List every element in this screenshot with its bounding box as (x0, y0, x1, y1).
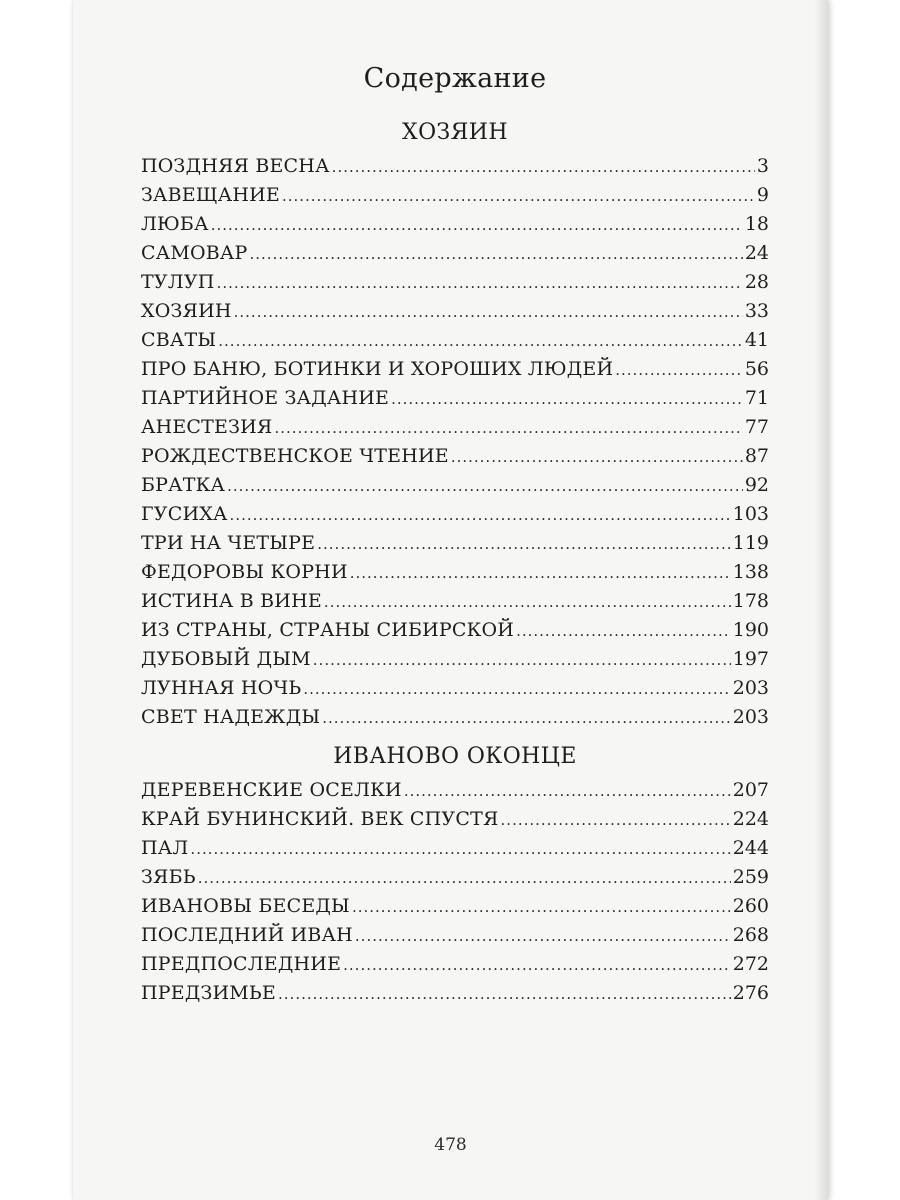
toc-entry-title: ЛУННАЯ НОЧЬ (141, 677, 302, 699)
toc-entry (141, 442, 769, 471)
toc-entry-page-number: 178 (732, 590, 769, 612)
dot-leader (250, 240, 743, 269)
toc-entry (141, 384, 769, 413)
toc-entry-title: ПАЛ (141, 837, 189, 859)
toc-entry-page-number: 260 (732, 895, 769, 917)
toc-entry-page-number: 138 (732, 561, 769, 583)
toc-entry (141, 413, 769, 442)
dot-leader (317, 530, 730, 559)
dot-leader (274, 414, 742, 443)
toc-entry-title: ПРО БАНЮ, БОТИНКИ И ХОРОШИХ ЛЮДЕЙ (141, 358, 614, 380)
toc-entry-page-number: 119 (732, 532, 769, 554)
toc-entry-page-number: 103 (732, 503, 769, 525)
toc-entry-title: ИВАНОВЫ БЕСЕДЫ (141, 895, 350, 917)
toc-entry-page-number: 24 (744, 242, 769, 264)
toc-entry-page-number: 276 (732, 982, 769, 1004)
dot-leader (211, 211, 743, 240)
toc-entry-title: ПРЕДЗИМЬЕ (141, 982, 277, 1004)
toc-entry-title: ЗАВЕЩАНИЕ (141, 184, 280, 206)
toc-entry-title: ПОСЛЕДНИЙ ИВАН (141, 924, 353, 946)
toc-entry (141, 471, 769, 500)
page-number: 478 (434, 1135, 467, 1155)
dot-leader (230, 501, 731, 530)
toc-entry (141, 645, 769, 674)
toc-entry-title: ИЗ СТРАНЫ, СТРАНЫ СИБИРСКОЙ (141, 619, 515, 641)
toc-entry-page-number: 268 (732, 924, 769, 946)
toc-entry (141, 834, 769, 863)
dot-leader (332, 153, 755, 182)
toc-title: Содержание (363, 63, 547, 94)
toc-entry-page-number: 87 (744, 445, 769, 467)
dot-leader (278, 980, 731, 1009)
toc-entry (141, 181, 769, 210)
dot-leader (343, 951, 731, 980)
toc-entry (141, 703, 769, 732)
toc-entry-title: ГУСИХА (141, 503, 228, 525)
dot-leader (451, 443, 743, 472)
toc-entry-page-number: 197 (732, 648, 769, 670)
dot-leader (198, 864, 731, 893)
section-entries-khozyain (141, 152, 769, 732)
dot-leader (350, 559, 731, 588)
section-title-ivanovo-okontse: ИВАНОВО ОКОНЦЕ (333, 744, 577, 769)
toc-entry-title: ЗЯБЬ (141, 866, 196, 888)
table-of-contents (141, 58, 769, 1008)
toc-entry (141, 587, 769, 616)
toc-entry-title: ПРЕДПОСЛЕДНИЕ (141, 953, 342, 975)
dot-leader (217, 269, 743, 298)
toc-entry-title: ТРИ НА ЧЕТЫРЕ (141, 532, 316, 554)
toc-entry (141, 892, 769, 921)
toc-entry-page-number: 18 (744, 213, 769, 235)
toc-entry-page-number: 71 (744, 387, 769, 409)
dot-leader (313, 646, 731, 675)
toc-entry-title: ПАРТИЙНОЕ ЗАДАНИЕ (141, 387, 390, 409)
toc-entry-page-number: 92 (744, 474, 769, 496)
dot-leader (322, 704, 730, 733)
toc-entry (141, 921, 769, 950)
toc-entry (141, 558, 769, 587)
toc-entry-page-number: 33 (744, 300, 769, 322)
dot-leader (218, 327, 743, 356)
toc-entry (141, 863, 769, 892)
toc-entry-title: ЛЮБА (141, 213, 209, 235)
dot-leader (404, 777, 731, 806)
toc-entry (141, 152, 769, 181)
section-entries-ivanovo-okontse (141, 776, 769, 1008)
toc-entry-title: ДЕРЕВЕНСКИЕ ОСЕЛКИ (141, 779, 402, 801)
toc-entry-title: АНЕСТЕЗИЯ (141, 416, 273, 438)
toc-entry-title: СВАТЫ (141, 329, 217, 351)
toc-entry-title: ФЕДОРОВЫ КОРНИ (141, 561, 348, 583)
dot-leader (516, 617, 731, 646)
dot-leader (615, 356, 743, 385)
toc-entry-title: СВЕТ НАДЕЖДЫ (141, 706, 321, 728)
dot-leader (355, 922, 731, 951)
dot-leader (501, 806, 731, 835)
section-title-khozyain: ХОЗЯИН (402, 120, 508, 145)
toc-entry (141, 268, 769, 297)
dot-leader (352, 893, 731, 922)
toc-entry (141, 355, 769, 384)
toc-entry-page-number: 9 (756, 184, 769, 206)
toc-entry-page-number: 203 (732, 706, 769, 728)
toc-entry-page-number: 41 (744, 329, 769, 351)
toc-entry (141, 805, 769, 834)
dot-leader (282, 182, 755, 211)
toc-entry-title: ТУЛУП (141, 271, 215, 293)
toc-entry (141, 297, 769, 326)
toc-entry-title: ДУБОВЫЙ ДЫМ (141, 648, 311, 670)
dot-leader (190, 835, 730, 864)
toc-entry-page-number: 77 (744, 416, 769, 438)
toc-entry-page-number: 207 (732, 779, 769, 801)
toc-entry (141, 239, 769, 268)
dot-leader (324, 588, 731, 617)
toc-entry-page-number: 244 (732, 837, 769, 859)
dot-leader (303, 675, 730, 704)
toc-entry-page-number: 224 (732, 808, 769, 830)
toc-entry (141, 950, 769, 979)
toc-entry-page-number: 190 (732, 619, 769, 641)
toc-entry (141, 979, 769, 1008)
toc-entry-title: ХОЗЯИН (141, 300, 232, 322)
dot-leader (227, 472, 743, 501)
toc-entry (141, 529, 769, 558)
toc-entry (141, 616, 769, 645)
toc-entry-title: ИСТИНА В ВИНЕ (141, 590, 322, 612)
toc-entry-title: РОЖДЕСТВЕНСКОЕ ЧТЕНИЕ (141, 445, 449, 467)
book-page (73, 0, 828, 1200)
toc-entry-page-number: 3 (756, 155, 769, 177)
toc-entry-title: ПОЗДНЯЯ ВЕСНА (141, 155, 330, 177)
toc-entry-title: БРАТКА (141, 474, 226, 496)
toc-entry (141, 210, 769, 239)
toc-entry-page-number: 272 (732, 953, 769, 975)
page-edge-shadow (814, 0, 828, 1200)
toc-entry (141, 500, 769, 529)
toc-entry-title: КРАЙ БУНИНСКИЙ. ВЕК СПУСТЯ (141, 808, 499, 830)
toc-entry-title: САМОВАР (141, 242, 248, 264)
toc-entry-page-number: 259 (732, 866, 769, 888)
dot-leader (234, 298, 743, 327)
toc-entry (141, 776, 769, 805)
toc-entry-page-number: 56 (744, 358, 769, 380)
toc-entry (141, 326, 769, 355)
toc-entry-page-number: 28 (744, 271, 769, 293)
toc-entry (141, 674, 769, 703)
dot-leader (391, 385, 743, 414)
toc-entry-page-number: 203 (732, 677, 769, 699)
